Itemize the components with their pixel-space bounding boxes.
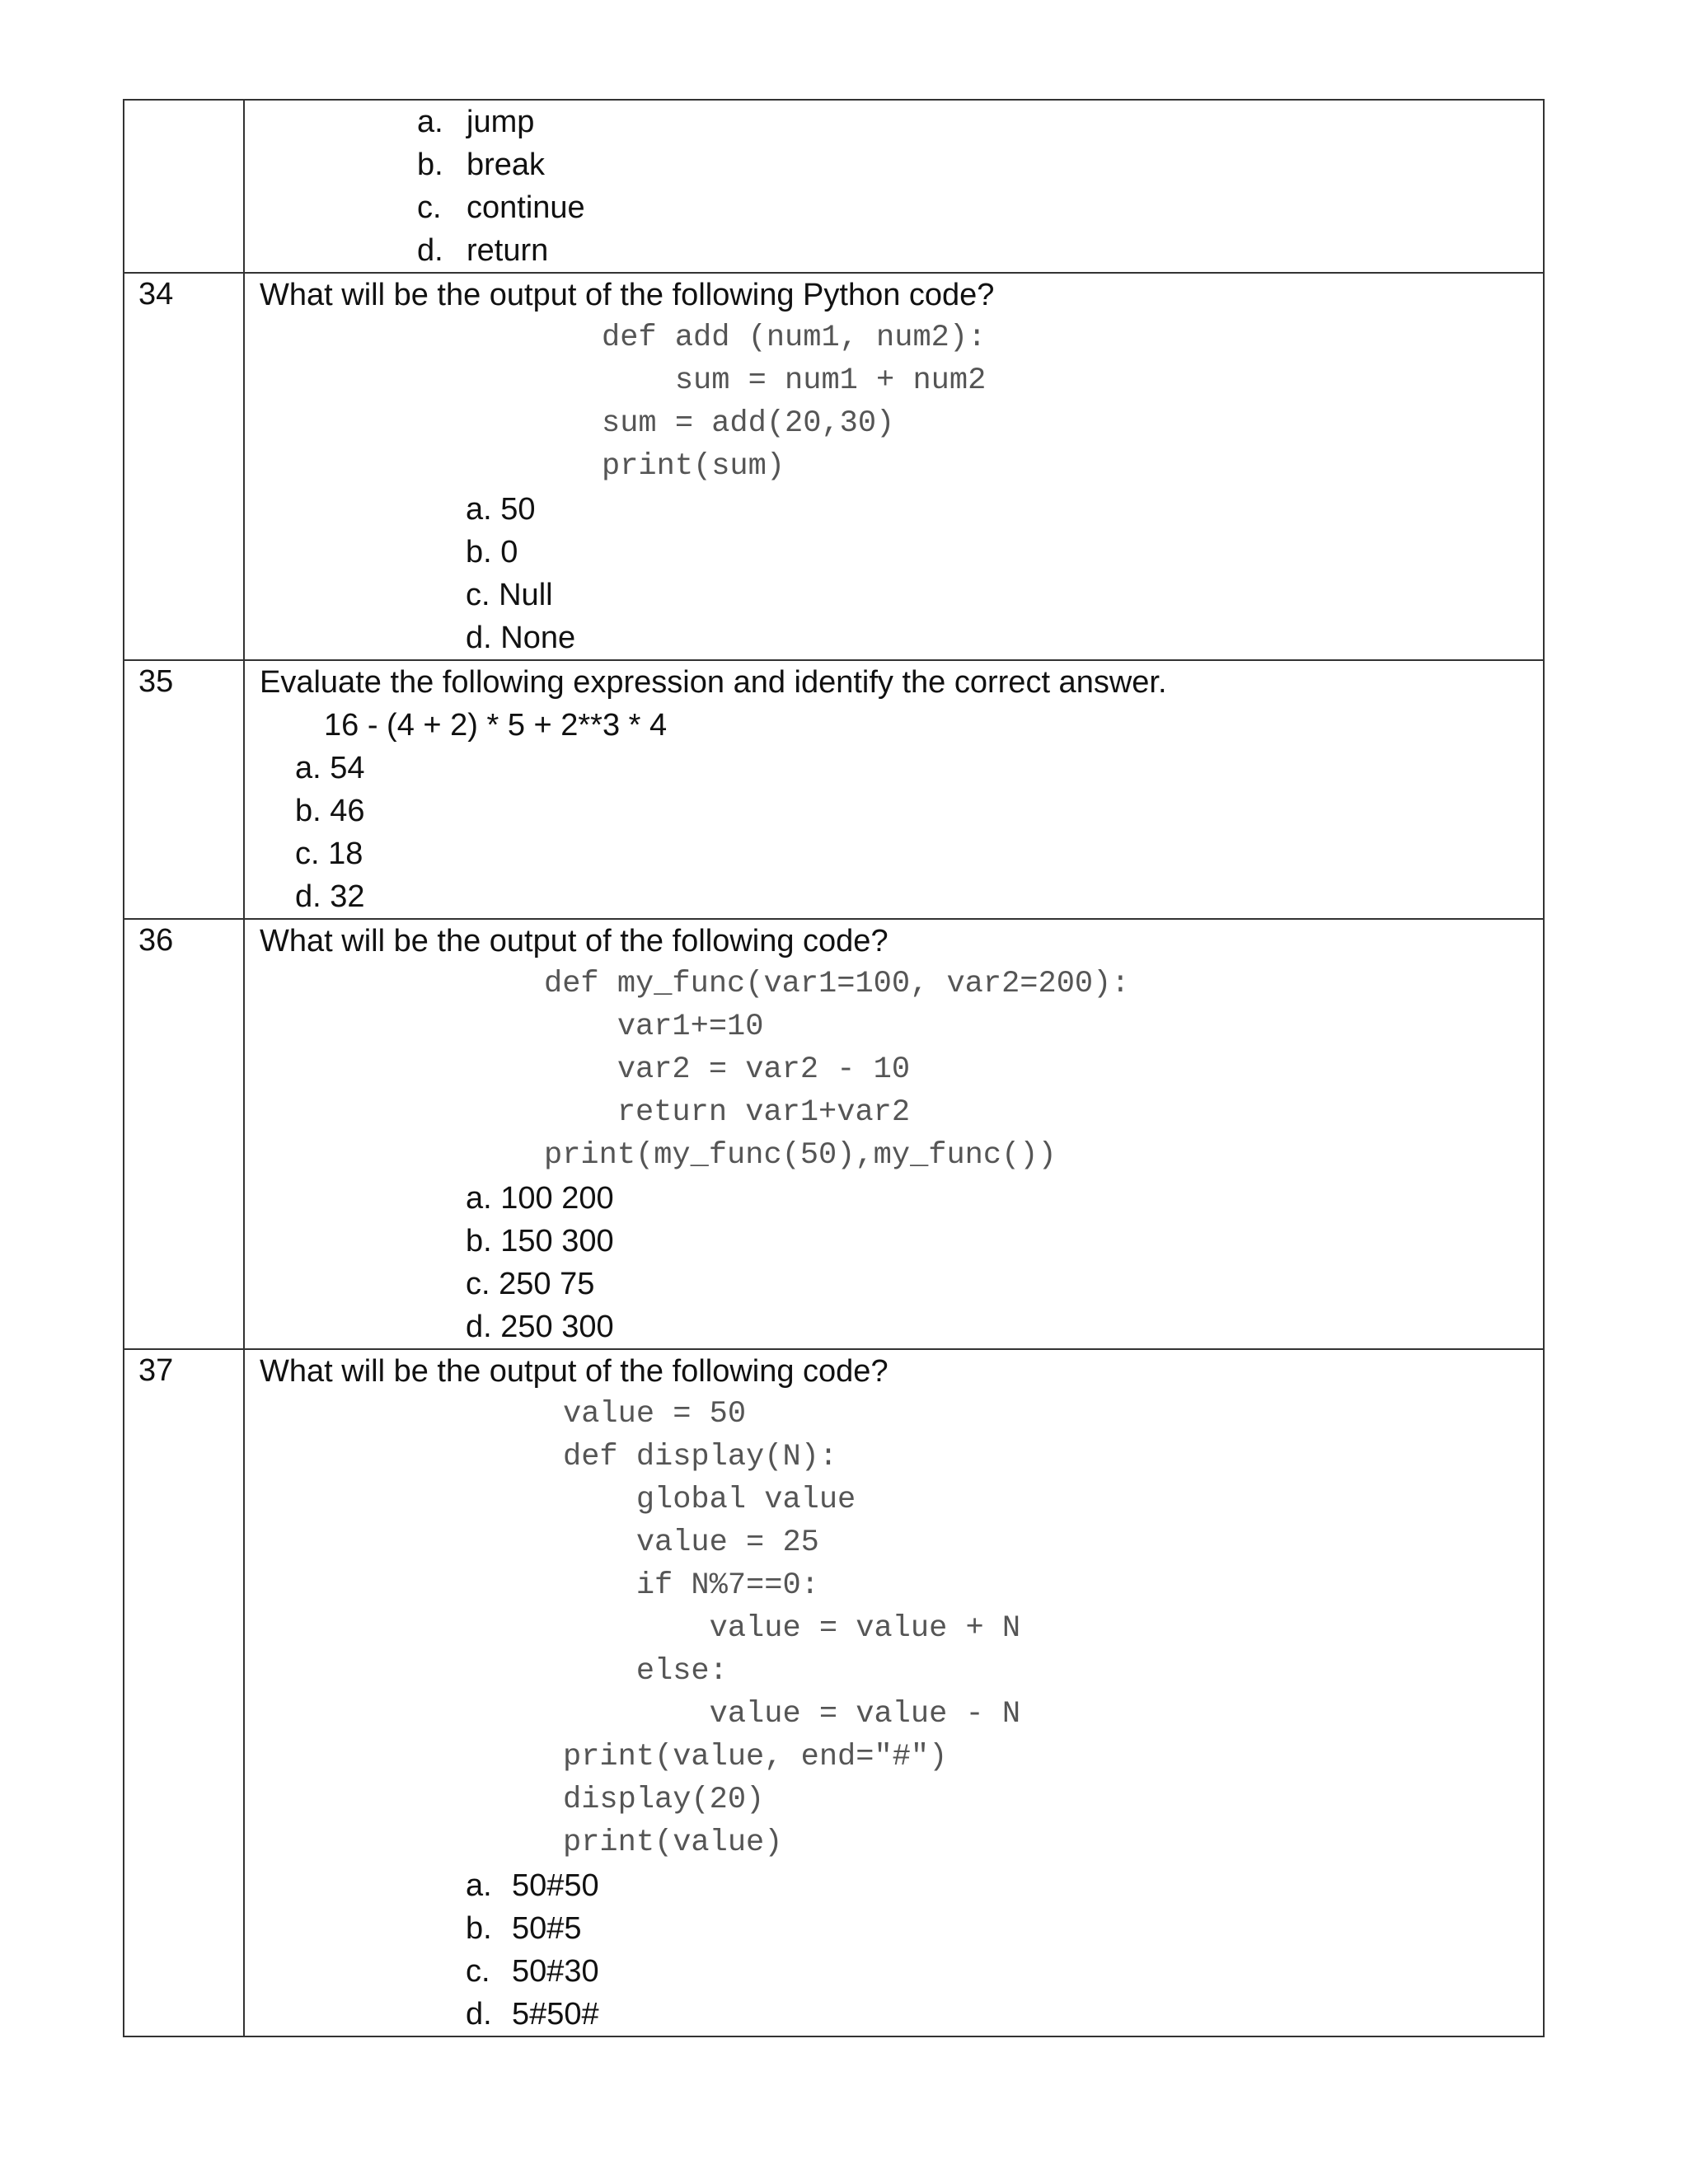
option-label: c. (466, 1954, 490, 1989)
option-d (417, 229, 1543, 272)
code-line: value = value + N (563, 1611, 1021, 1646)
option-text: 50#5 (512, 1911, 582, 1946)
option-text: 50#30 (512, 1954, 599, 1989)
option-label: b. (466, 1911, 492, 1946)
option-d: d. None (466, 621, 576, 655)
option-a (417, 101, 1543, 143)
question-row-36 (124, 919, 1544, 1349)
option-label: a. (417, 105, 443, 139)
code-line: print(value, end="#") (563, 1740, 948, 1774)
question-row-33 (124, 100, 1544, 273)
code-line: def my_func(var1=100, var2=200): (544, 967, 1130, 1001)
code-line: var1+=10 (544, 1010, 764, 1044)
code-line: print(sum) (602, 449, 785, 484)
question-content-cell (244, 273, 1544, 660)
question-text: What will be the output of the following code? (260, 1354, 889, 1389)
question-content-cell (244, 100, 1544, 273)
options-list (245, 1864, 1543, 2036)
code-line: value = value - N (563, 1697, 1021, 1732)
option-d (466, 1993, 1543, 2036)
code-line: print(my_func(50),my_func()) (544, 1138, 1057, 1173)
option-d: d. 32 (295, 879, 365, 914)
option-label: b. (417, 148, 443, 182)
option-a: a. 50 (466, 492, 536, 527)
option-c: c. Null (466, 578, 553, 612)
option-a (466, 1864, 1543, 1907)
option-text: break (467, 148, 546, 182)
question-row-34 (124, 273, 1544, 660)
code-line: else: (563, 1654, 728, 1689)
question-text: Evaluate the following expression and identify the correct answer. (260, 665, 1167, 700)
option-b: b. 46 (295, 794, 365, 828)
option-label: d. (466, 1997, 492, 2032)
options-list (245, 747, 1543, 918)
question-content-cell (244, 919, 1544, 1349)
option-text: 5#50# (512, 1997, 599, 2032)
option-label: d. (417, 233, 443, 268)
options-list (245, 1177, 1543, 1348)
option-text: continue (467, 190, 585, 225)
option-c (466, 1950, 1543, 1993)
option-c: c. 18 (295, 837, 363, 871)
option-text: return (467, 233, 549, 268)
option-a: a. 54 (295, 751, 365, 785)
question-number: 36 (124, 919, 244, 1349)
question-content-cell (244, 1349, 1544, 2036)
code-block (245, 1393, 1543, 1864)
code-line: display(20) (563, 1783, 765, 1817)
code-line: return var1+var2 (544, 1095, 911, 1130)
option-text: 50#50 (512, 1868, 599, 1903)
code-line: value = 50 (563, 1397, 747, 1432)
option-c (417, 186, 1543, 229)
question-number: 37 (124, 1349, 244, 2036)
code-block (245, 963, 1543, 1177)
question-content-cell (244, 660, 1544, 919)
question-number-cell (124, 100, 244, 273)
option-a: a. 100 200 (466, 1181, 614, 1216)
question-text: What will be the output of the following Python code? (260, 278, 995, 312)
options-list (245, 488, 1543, 659)
code-line: def add (num1, num2): (602, 321, 987, 355)
option-b: b. 150 300 (466, 1224, 614, 1258)
option-b (466, 1907, 1543, 1950)
question-number: 34 (124, 273, 244, 660)
question-table (123, 99, 1545, 2037)
option-label: a. (466, 1868, 492, 1903)
question-row-37 (124, 1349, 1544, 2036)
question-row-35 (124, 660, 1544, 919)
code-line: value = 25 (563, 1526, 819, 1560)
option-label: c. (417, 190, 442, 225)
question-text: What will be the output of the following code? (260, 924, 889, 958)
option-b: b. 0 (466, 535, 518, 569)
option-c: c. 250 75 (466, 1267, 595, 1301)
code-block (245, 316, 1543, 488)
option-text: jump (467, 105, 535, 139)
code-line: print(value) (563, 1825, 783, 1860)
code-line: def display(N): (563, 1440, 838, 1474)
option-b (417, 143, 1543, 186)
expression: 16 - (4 + 2) * 5 + 2**3 * 4 (324, 708, 668, 743)
option-d: d. 250 300 (466, 1310, 614, 1344)
code-line: var2 = var2 - 10 (544, 1052, 911, 1087)
code-line: if N%7==0: (563, 1568, 819, 1603)
question-number: 35 (124, 660, 244, 919)
code-line: sum = add(20,30) (602, 406, 895, 441)
code-line: global value (563, 1483, 856, 1517)
code-line: sum = num1 + num2 (602, 363, 987, 398)
